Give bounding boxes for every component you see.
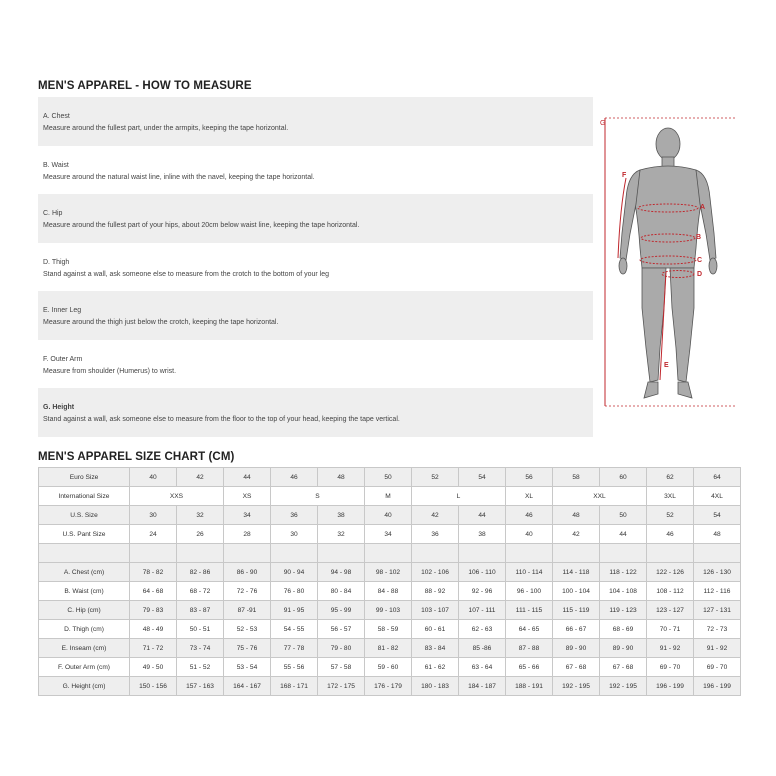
table-cell: 34 [365,525,412,544]
table-cell: 110 - 114 [506,563,553,582]
measure-item-waist [38,146,593,195]
label-e: E [664,362,669,369]
table-cell: 79 - 80 [318,639,365,658]
table-row [39,582,741,601]
table-cell: 122 - 126 [647,563,694,582]
table-row-us [39,506,741,525]
table-cell: 68 - 72 [177,582,224,601]
measure-item-label: F. Outer Arm [43,355,83,363]
table-cell: 66 - 67 [553,620,600,639]
table-cell: 176 - 179 [365,677,412,696]
label-f: F [622,172,627,179]
table-cell: 63 - 64 [459,658,506,677]
table-cell: 53 - 54 [224,658,271,677]
table-cell: 98 - 102 [365,563,412,582]
measure-item-inner-leg [38,291,593,340]
table-cell: 57 - 58 [318,658,365,677]
table-cell: 103 - 107 [412,601,459,620]
table-row [39,677,741,696]
measure-item-desc: Stand against a wall, ask someone else to measure from the crotch to the bottom of your leg [43,270,329,278]
table-cell: 56 [506,468,553,487]
table-cell: 64 [694,468,741,487]
table-cell: 168 - 171 [271,677,318,696]
table-cell: 78 - 82 [130,563,177,582]
table-row-us-pant [39,525,741,544]
table-cell: 50 - 51 [177,620,224,639]
how-to-measure-list [38,97,593,437]
label-d: D [697,271,703,278]
table-cell: 80 - 84 [318,582,365,601]
table-cell: 95 - 99 [318,601,365,620]
measure-item-label: G. Height [43,404,75,411]
table-cell: L [412,487,506,506]
table-cell: 28 [224,525,271,544]
table-cell: 89 - 90 [553,639,600,658]
table-cell [600,544,647,563]
table-cell: 24 [130,525,177,544]
label-c: C [697,257,703,264]
table-cell: 76 - 80 [271,582,318,601]
table-cell: 94 - 98 [318,563,365,582]
table-row [39,658,741,677]
table-cell: 62 [647,468,694,487]
table-cell: 52 [412,468,459,487]
table-cell: 46 [271,468,318,487]
table-cell: 71 - 72 [130,639,177,658]
table-cell: 192 - 195 [600,677,647,696]
table-cell: 180 - 183 [412,677,459,696]
table-cell: 67 - 68 [600,658,647,677]
measure-item-desc: Measure around the thigh just below the crotch, keeping the tape horizontal. [43,319,279,326]
table-cell: 92 - 96 [459,582,506,601]
label-g: G [600,120,606,127]
table-cell: 26 [177,525,224,544]
table-cell: 196 - 199 [694,677,741,696]
measure-item-hip [38,194,593,243]
table-cell: 3XL [647,487,694,506]
table-cell: 72 - 73 [694,620,741,639]
table-cell: 104 - 108 [600,582,647,601]
table-cell: 55 - 56 [271,658,318,677]
table-cell: 42 [412,506,459,525]
table-cell: 91 - 92 [647,639,694,658]
table-cell: 46 [506,506,553,525]
table-cell: 82 - 86 [177,563,224,582]
table-cell: U.S. Pant Size [39,525,130,544]
table-cell: 86 - 90 [224,563,271,582]
table-cell: 48 [553,506,600,525]
table-cell: 83 - 84 [412,639,459,658]
table-cell: 54 - 55 [271,620,318,639]
table-cell: 79 - 83 [130,601,177,620]
table-cell: 51 - 52 [177,658,224,677]
table-cell: 90 - 94 [271,563,318,582]
table-cell: 70 - 71 [647,620,694,639]
table-cell: 126 - 130 [694,563,741,582]
table-cell: 40 [506,525,553,544]
table-cell: 102 - 106 [412,563,459,582]
size-chart-table [38,467,741,696]
table-cell: 69 - 70 [647,658,694,677]
table-cell: 111 - 115 [506,601,553,620]
table-cell: 42 [553,525,600,544]
table-cell: 62 - 63 [459,620,506,639]
measure-item-desc: Stand against a wall, ask someone else to measure from the floor to the top of your head, keeping the tape vertical. [43,416,400,423]
table-cell [130,544,177,563]
table-cell: 73 - 74 [177,639,224,658]
table-cell: 38 [318,506,365,525]
table-cell: 52 - 53 [224,620,271,639]
table-row-international [39,487,741,506]
table-cell: 34 [224,506,271,525]
table-cell [224,544,271,563]
table-cell: 83 - 87 [177,601,224,620]
table-cell: E. Inseam (cm) [39,639,130,658]
table-cell: 100 - 104 [553,582,600,601]
table-cell: 44 [600,525,647,544]
measure-item-label: A. Chest [43,113,70,120]
table-cell: 4XL [694,487,741,506]
measure-item-desc: Measure around the natural waist line, inline with the navel, keeping the tape horizontal. [43,173,315,181]
table-cell [318,544,365,563]
table-cell: XL [506,487,553,506]
label-a: A [700,204,706,211]
body-measure-figure [596,108,742,413]
measure-item-desc: Measure around the fullest part, under the armpits, keeping the tape horizontal. [43,125,289,132]
table-cell [412,544,459,563]
table-row [39,601,741,620]
table-cell: 44 [224,468,271,487]
table-cell: A. Chest (cm) [39,563,130,582]
table-cell: 87 - 88 [506,639,553,658]
table-cell: 96 - 100 [506,582,553,601]
label-b: B [696,234,702,241]
table-row-euro [39,468,741,487]
measure-item-label: B. Waist [43,161,69,169]
table-cell: 48 [318,468,365,487]
table-cell: S [271,487,365,506]
table-cell: 188 - 191 [506,677,553,696]
measure-item-desc: Measure from shoulder (Humerus) to wrist. [43,367,177,375]
table-cell: 107 - 111 [459,601,506,620]
table-cell [365,544,412,563]
table-cell: 48 - 49 [130,620,177,639]
table-cell [39,544,130,563]
table-cell: 32 [318,525,365,544]
table-cell: 77 - 78 [271,639,318,658]
table-cell: 38 [459,525,506,544]
table-cell: 44 [459,506,506,525]
table-cell: 40 [365,506,412,525]
table-cell: 61 - 62 [412,658,459,677]
table-cell: 172 - 175 [318,677,365,696]
table-cell: 67 - 68 [553,658,600,677]
measure-item-height [38,388,593,437]
table-cell: 49 - 50 [130,658,177,677]
table-cell: 48 [694,525,741,544]
table-row [39,563,741,582]
table-cell: 91 - 92 [694,639,741,658]
table-cell [694,544,741,563]
table-row-spacer [39,544,741,563]
table-cell: 81 - 82 [365,639,412,658]
table-cell: 52 [647,506,694,525]
measure-item-label: E. Inner Leg [43,307,82,314]
table-cell: XS [224,487,271,506]
table-cell: 42 [177,468,224,487]
table-cell [506,544,553,563]
table-cell: C. Hip (cm) [39,601,130,620]
table-cell: M [365,487,412,506]
table-cell: 91 - 95 [271,601,318,620]
table-cell: 32 [177,506,224,525]
table-cell: 88 - 92 [412,582,459,601]
table-cell: 196 - 199 [647,677,694,696]
table-cell: 150 - 156 [130,677,177,696]
table-cell: 65 - 66 [506,658,553,677]
table-cell: F. Outer Arm (cm) [39,658,130,677]
table-cell: 56 - 57 [318,620,365,639]
body-silhouette [619,128,717,398]
table-cell: 164 - 167 [224,677,271,696]
measure-item-thigh [38,243,593,292]
table-cell: 123 - 127 [647,601,694,620]
table-row [39,639,741,658]
table-cell: 157 - 163 [177,677,224,696]
table-cell: 192 - 195 [553,677,600,696]
table-cell: 89 - 90 [600,639,647,658]
table-row [39,620,741,639]
measure-item-chest [38,97,593,146]
table-cell: 75 - 76 [224,639,271,658]
table-cell: 127 - 131 [694,601,741,620]
table-cell: 50 [600,506,647,525]
table-cell: 85 -86 [459,639,506,658]
table-cell: 64 - 68 [130,582,177,601]
table-cell [647,544,694,563]
table-cell: 58 - 59 [365,620,412,639]
table-cell: 119 - 123 [600,601,647,620]
table-cell: 115 - 119 [553,601,600,620]
table-cell: 99 - 103 [365,601,412,620]
table-cell: D. Thigh (cm) [39,620,130,639]
table-cell: 50 [365,468,412,487]
measure-item-label: C. Hip [43,210,63,217]
table-cell: 114 - 118 [553,563,600,582]
table-cell: 59 - 60 [365,658,412,677]
table-cell: 54 [459,468,506,487]
table-cell: 64 - 65 [506,620,553,639]
table-cell: 108 - 112 [647,582,694,601]
size-chart-title: MEN'S APPAREL SIZE CHART (CM) [38,451,235,463]
table-cell [553,544,600,563]
table-cell: 60 [600,468,647,487]
table-cell: 60 - 61 [412,620,459,639]
table-cell: 68 - 69 [600,620,647,639]
table-cell: U.S. Size [39,506,130,525]
table-cell: B. Waist (cm) [39,582,130,601]
measure-item-outer-arm [38,340,593,389]
table-cell [177,544,224,563]
table-cell [459,544,506,563]
measure-item-desc: Measure around the fullest part of your hips, about 20cm below waist line, keeping the tape horizontal. [43,222,360,229]
table-cell: 72 - 76 [224,582,271,601]
table-cell: 118 - 122 [600,563,647,582]
table-cell: 106 - 110 [459,563,506,582]
table-cell: 46 [647,525,694,544]
table-cell: 69 - 70 [694,658,741,677]
table-cell: 112 - 116 [694,582,741,601]
table-cell: G. Height (cm) [39,677,130,696]
table-cell: Euro Size [39,468,130,487]
table-cell: 30 [271,525,318,544]
measure-item-label: D. Thigh [43,258,70,266]
table-cell [271,544,318,563]
table-cell: 58 [553,468,600,487]
table-cell: 184 - 187 [459,677,506,696]
table-cell: XXL [553,487,647,506]
table-cell: 84 - 88 [365,582,412,601]
table-cell: 40 [130,468,177,487]
table-cell: 30 [130,506,177,525]
table-cell: 36 [271,506,318,525]
how-to-measure-title: MEN'S APPAREL - HOW TO MEASURE [38,80,252,92]
table-cell: International Size [39,487,130,506]
table-cell: XXS [130,487,224,506]
table-cell: 87 -91 [224,601,271,620]
table-cell: 36 [412,525,459,544]
table-cell: 54 [694,506,741,525]
